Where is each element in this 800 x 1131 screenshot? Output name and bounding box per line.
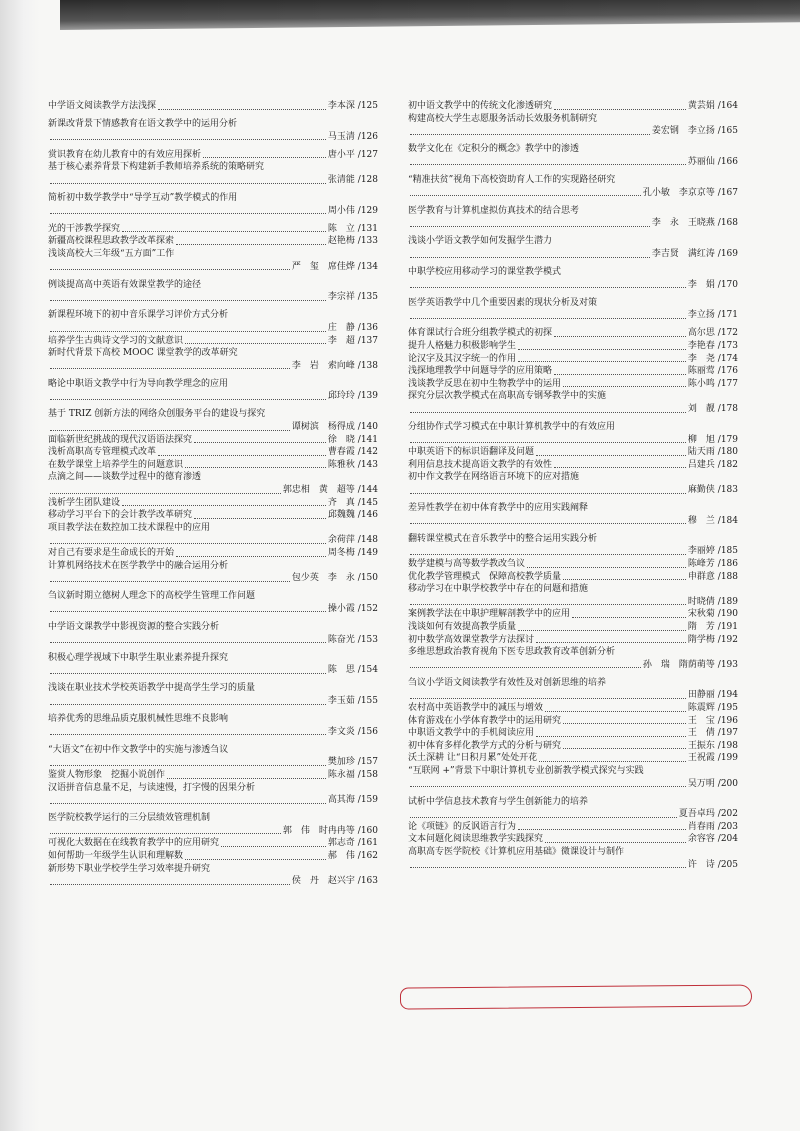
toc-title: 翻转课堂模式在音乐教学中的整合运用实践分析 — [408, 533, 598, 544]
toc-author-page: 柳 旭 /179 — [687, 434, 738, 445]
toc-title: 例谈提高高中英语有效课堂教学的途径 — [48, 279, 202, 290]
toc-author-page: 王振东 /198 — [687, 740, 738, 751]
toc-entry — [408, 143, 738, 168]
toc-author-page: 刘 靓 /178 — [687, 403, 738, 414]
toc-author-page: 陈永福 /158 — [327, 769, 378, 780]
toc-title: 汉语拼音信息量不足，与读速慢，打字慢的因果分析 — [48, 782, 256, 793]
toc-title: 分组协作式学习模式在中职计算机教学中的有效应用 — [408, 422, 616, 433]
toc-entry — [408, 174, 738, 199]
toc-author-page: 陈丽莺 /176 — [687, 366, 738, 377]
toc-author-page: 李立扬 /171 — [687, 310, 738, 321]
toc-entry — [408, 421, 738, 446]
toc-title: 浅探地理教学中问题导学的应用策略 — [408, 366, 553, 377]
toc-title: 刍议小学语文阅读教学有效性及对创新思维的培养 — [408, 677, 607, 688]
toc-author-page: 申群意 /188 — [687, 571, 738, 582]
toc-author-page: 邱魏魏 /146 — [327, 510, 378, 521]
toc-author-page: 孙 瑞 隋荫萌等 /193 — [642, 659, 738, 670]
toc-author-page: 谭树滨 杨得成 /140 — [291, 422, 378, 433]
toc-title: 中学语文阅读教学方法浅探 — [48, 101, 157, 111]
toc-author-page: 马玉清 /126 — [327, 131, 378, 142]
toc-title: 提升人格魅力积极影响学生 — [408, 341, 517, 351]
toc-author-page: 陈奋光 /153 — [327, 634, 378, 645]
toc-author-page: 许 诗 /205 — [687, 859, 738, 870]
toc-title: 多维思想政治教育视角下医专思政教育改革创新分析 — [408, 647, 616, 658]
toc-author-page: 吴万明 /200 — [687, 778, 738, 789]
toc-author-page: 郭忠相 黄 超等 /144 — [282, 485, 378, 496]
toc-author-page: 樊加珍 /157 — [327, 757, 378, 768]
toc-entry — [48, 682, 378, 707]
toc-entry — [408, 558, 738, 571]
toc-author-page: 曹春霞 /142 — [327, 447, 378, 458]
toc-author-page: 陈小鸣 /177 — [687, 378, 738, 389]
toc-entry — [48, 837, 378, 850]
toc-title: 利用信息技术提高语文教学的有效性 — [408, 459, 553, 470]
toc-author-page: 黄芸娟 /164 — [687, 101, 738, 111]
toc-author-page: 吕建兵 /182 — [687, 459, 738, 470]
toc-entry — [48, 769, 378, 782]
toc-title: 高职高专医学院校《计算机应用基础》微课设计与制作 — [408, 847, 625, 858]
toc-title: “大语文”在初中作文教学中的实施与渗透刍议 — [48, 744, 229, 755]
toc-author-page: 李 超 /137 — [327, 335, 378, 346]
scanner-shadow — [60, 0, 800, 30]
toc-entry — [408, 796, 738, 821]
toc-title: 基于 TRIZ 创新方法的网络众创服务平台的建设与探究 — [48, 409, 266, 420]
toc-title: 如何帮助一年级学生认识和理解数 — [48, 850, 184, 861]
toc-title: 构建高校大学生志愿服务活动长效服务机制研究 — [408, 113, 598, 124]
toc-title: 鉴赏人物形象 挖掘小说创作 — [48, 769, 166, 780]
toc-title: 浅谈小学语文教学如何发掘学生潜力 — [408, 236, 553, 247]
toc-title: 数学文化在《定积分的概念》教学中的渗透 — [408, 144, 580, 155]
toc-author-page: 李玉茹 /155 — [327, 695, 378, 706]
toc-title: 浅谈在职业技术学校英语教学中提高学生学习的质量 — [48, 683, 256, 694]
toc-entry — [408, 702, 738, 715]
toc-title: 对自己有要求是生命成长的开始 — [48, 548, 175, 558]
toc-author-page: 陈震辉 /195 — [687, 703, 738, 714]
toc-entry — [48, 863, 378, 888]
toc-author-page: 齐 真 /145 — [327, 497, 378, 508]
toc-title: 中职语文教学中的手机阅读应用 — [408, 728, 535, 739]
toc-author-page: 王 宝 /196 — [687, 715, 738, 726]
toc-entry — [48, 782, 378, 807]
toc-entry — [408, 677, 738, 702]
toc-entry — [48, 621, 378, 646]
red-pen-circle-mark — [400, 984, 752, 1009]
toc-entry — [48, 309, 378, 334]
toc-entry — [48, 590, 378, 615]
toc-title: “精准扶贫”视角下高校资助育人工作的实现路径研究 — [408, 174, 616, 185]
toc-title: 初中语文教学中的传统文化渗透研究 — [408, 101, 553, 111]
toc-entry — [48, 235, 378, 248]
toc-entry — [408, 765, 738, 790]
toc-author-page: 隋 芳 /191 — [687, 621, 738, 632]
toc-title: 中学语文课教学中影视资源的整合实践分析 — [48, 621, 220, 632]
toc-title: 案例教学法在中职护理解剖教学中的应用 — [408, 609, 571, 620]
toc-author-page: 邱玲玲 /139 — [327, 391, 378, 402]
toc-title: 略论中职语文教学中行为导向教学理念的应用 — [48, 378, 229, 389]
toc-entry — [48, 279, 378, 304]
toc-title: 医学院校教学运行的三分层绩效管理机制 — [48, 813, 211, 824]
toc-author-page: 张清能 /128 — [327, 174, 378, 185]
toc-title: 浅析高职高专管理模式改革 — [48, 447, 157, 458]
toc-entry — [48, 118, 378, 143]
toc-entry — [48, 192, 378, 217]
toc-entry — [48, 446, 378, 459]
toc-entry — [48, 347, 378, 372]
toc-title: 初中数学高效课堂教学方法探讨 — [408, 634, 535, 645]
toc-title: 培养学生古典诗文学习的文献意识 — [48, 335, 184, 346]
toc-author-page: 宋秋菊 /190 — [687, 609, 738, 620]
toc-author-page: 孔小敏 李京京等 /167 — [642, 187, 738, 198]
toc-title: 新时代背景下高校 MOOC 课堂教学的改革研究 — [48, 348, 238, 359]
toc-author-page: 李宗祥 /135 — [327, 292, 378, 303]
toc-author-page: 李 永 王晓燕 /168 — [651, 218, 738, 229]
toc-entry — [408, 390, 738, 415]
toc-title: 中职学校应用移动学习的课堂教学模式 — [408, 267, 562, 278]
toc-title: 数学建模与高等数学教改刍议 — [408, 559, 526, 569]
toc-author-page: 李 岩 索向峰 /138 — [291, 360, 378, 371]
toc-author-page: 陆天雨 /180 — [687, 447, 738, 458]
toc-entry — [48, 812, 378, 837]
toc-entry — [48, 560, 378, 585]
toc-title: “互联网 +”背景下中职计算机专业创新教学模式探究与实践 — [408, 766, 644, 776]
toc-author-page: 庄 静 /136 — [327, 322, 378, 333]
toc-author-page: 田静丽 /194 — [687, 690, 738, 701]
toc-author-page: 夏吾卓玛 /202 — [678, 809, 738, 820]
toc-entry — [408, 740, 738, 753]
toc-title: 医学教育与计算机虚拟仿真技术的结合思考 — [408, 205, 580, 216]
toc-author-page: 隋学梅 /192 — [687, 634, 738, 645]
toc-column-right — [408, 100, 738, 877]
toc-title: 初中体育多样化教学方式的分析与研究 — [408, 740, 562, 751]
toc-entry — [408, 340, 738, 353]
toc-entry — [408, 100, 738, 113]
toc-entry — [48, 744, 378, 769]
toc-title: 简析初中数学教学中“导学互动”教学模式的作用 — [48, 193, 238, 204]
toc-author-page: 苏丽仙 /166 — [687, 156, 738, 167]
toc-entry — [408, 297, 738, 322]
toc-entry — [48, 850, 378, 863]
toc-entry — [48, 161, 378, 186]
toc-title: 初中作文教学在网络语言环境下的应对措施 — [408, 472, 580, 483]
toc-author-page: 李丽婷 /185 — [687, 546, 738, 557]
toc-entry — [48, 652, 378, 677]
toc-title: 浅谈如何有效提高教学质量 — [408, 621, 517, 632]
toc-entry — [408, 846, 738, 871]
toc-title: 可视化大数据在在线教育教学中的应用研究 — [48, 838, 220, 849]
toc-entry — [48, 335, 378, 348]
toc-author-page: 李艳春 /173 — [687, 341, 738, 351]
toc-title: 刍议新时期立德树人理念下的高校学生管理工作问题 — [48, 591, 256, 602]
toc-entry — [408, 446, 738, 459]
toc-title: 差异性教学在初中体育教学中的应用实践阐释 — [408, 503, 589, 514]
toc-author-page: 余容容 /204 — [687, 834, 738, 845]
toc-entry — [408, 502, 738, 527]
toc-title: 培养优秀的思维品质克服机械性思维不良影响 — [48, 714, 229, 725]
toc-author-page: 郭 伟 时冉冉等 /160 — [282, 825, 378, 836]
toc-title: 光的干涉教学探究 — [48, 223, 121, 234]
toc-entry — [48, 471, 378, 496]
toc-title: 浅谈教学反思在初中生物教学中的运用 — [408, 378, 562, 389]
toc-entry — [48, 378, 378, 403]
toc-title: 基于核心素养背景下构建新手教师培养系统的策略研究 — [48, 162, 265, 173]
toc-author-page: 周冬梅 /149 — [327, 548, 378, 558]
toc-title: 点滴之间——谈数学过程中的德育渗透 — [48, 472, 202, 483]
toc-entry — [408, 646, 738, 671]
toc-title: 积极心理学视域下中职学生职业素养提升探究 — [48, 652, 229, 663]
toc-title: 移动学习在中职学校教学中存在的问题和措施 — [408, 584, 589, 595]
toc-author-page: 李本深 /125 — [327, 101, 378, 111]
toc-title: 论汉字及其汉字统一的作用 — [408, 353, 517, 364]
toc-author-page: 郭志奇 /161 — [327, 838, 378, 849]
toc-entry — [48, 522, 378, 547]
toc-author-page: 陈 立 /131 — [327, 223, 378, 234]
toc-title: 新疆高校课程思政教学改革探索 — [48, 236, 175, 247]
toc-author-page: 赵艳梅 /133 — [327, 236, 378, 247]
toc-title: 论《项链》的反讽语言行为 — [408, 821, 517, 832]
toc-author-page: 陈 思 /154 — [327, 665, 378, 676]
toc-author-page: 高尔思 /172 — [687, 328, 738, 339]
toc-entry — [408, 353, 738, 366]
toc-title: 浅谈高校大三年级“五方面”工作 — [48, 248, 175, 259]
toc-title: 探究分层次教学模式在高职高专钢琴教学中的实施 — [408, 391, 607, 402]
toc-entry — [48, 223, 378, 236]
toc-entry — [408, 571, 738, 584]
toc-author-page: 穆 兰 /184 — [687, 515, 738, 526]
toc-entry — [408, 205, 738, 230]
toc-author-page: 操小霞 /152 — [327, 603, 378, 614]
toc-title: 体育游戏在小学体育教学中的运用研究 — [408, 715, 562, 726]
toc-entry — [408, 621, 738, 634]
toc-entry — [408, 113, 738, 138]
toc-entry-highlighted — [408, 833, 738, 846]
toc-column-left — [48, 100, 378, 893]
toc-author-page: 肖春雨 /203 — [687, 821, 738, 832]
toc-entry — [48, 713, 378, 738]
toc-author-page: 徐 晓 /141 — [327, 434, 378, 445]
toc-entry — [48, 434, 378, 447]
toc-entry — [48, 497, 378, 510]
toc-title: 农村高中英语教学中的减压与增效 — [408, 703, 544, 714]
toc-author-page: 王 倩 /197 — [687, 728, 738, 739]
toc-title: 中职英语下的标识语翻译及问题 — [408, 447, 535, 458]
toc-entry — [408, 235, 738, 260]
toc-entry — [408, 821, 738, 834]
toc-title: 沃土深耕 让“日积月累”处处开花 — [408, 753, 538, 764]
toc-entry — [408, 459, 738, 472]
toc-title: 浅析学生团队建设 — [48, 497, 121, 508]
toc-entry — [48, 459, 378, 472]
toc-entry — [408, 533, 738, 558]
toc-author-page: 李吉贤 满红涛 /169 — [651, 248, 738, 259]
toc-title: 赏识教育在幼儿教育中的有效应用探析 — [48, 149, 202, 160]
toc-title: 移动学习平台下的会计教学改革研究 — [48, 510, 193, 521]
toc-author-page: 唐小平 /127 — [327, 149, 378, 160]
toc-entry — [408, 378, 738, 391]
toc-entry — [408, 583, 738, 608]
toc-title: 试析中学信息技术教育与学生创新能力的培养 — [408, 796, 589, 807]
toc-title: 新课程环境下的初中音乐课学习评价方式分析 — [48, 310, 229, 321]
toc-entry — [48, 408, 378, 433]
page-edge — [0, 0, 40, 1131]
toc-author-page: 严 玺 席佳烨 /134 — [291, 261, 378, 272]
toc-entry — [48, 100, 378, 113]
toc-title: 在数学课堂上培养学生的问题意识 — [48, 459, 184, 470]
toc-author-page: 李 娟 /170 — [687, 279, 738, 290]
toc-entry — [408, 727, 738, 740]
toc-entry — [408, 266, 738, 291]
toc-author-page: 陈雅秋 /143 — [327, 459, 378, 470]
toc-entry — [408, 327, 738, 340]
toc-entry — [408, 752, 738, 765]
toc-title: 文本问题化阅读思维教学实践探究 — [408, 834, 544, 845]
toc-title: 面临新世纪挑战的现代汉语语法探究 — [48, 434, 193, 445]
toc-entry — [408, 634, 738, 647]
toc-entry — [408, 365, 738, 378]
toc-author-page: 麻勤侠 /183 — [687, 485, 738, 496]
toc-author-page: 王祝霞 /199 — [687, 753, 738, 764]
toc-author-page: 包少英 李 永 /150 — [291, 573, 378, 584]
toc-title: 新形势下职业学校学生学习效率提升研究 — [48, 863, 211, 874]
toc-entry — [48, 547, 378, 560]
toc-author-page: 高其海 /159 — [327, 795, 378, 806]
toc-title: 优化教学管理模式 保障高校教学质量 — [408, 571, 562, 582]
toc-title: 体育课试行合班分组教学模式的初探 — [408, 328, 553, 339]
toc-title: 计算机网络技术在医学教学中的融合运用分析 — [48, 560, 229, 571]
toc-author-page: 李 尧 /174 — [687, 353, 738, 364]
toc-title: 项目教学法在数控加工技术课程中的应用 — [48, 522, 211, 533]
toc-author-page: 郝 伟 /162 — [327, 850, 378, 861]
toc-entry — [408, 608, 738, 621]
toc-author-page: 李文炎 /156 — [327, 726, 378, 737]
toc-entry — [48, 248, 378, 273]
toc-entry — [408, 471, 738, 496]
toc-author-page: 陈峰芳 /186 — [687, 559, 738, 569]
toc-title: 新课改背景下情感教育在语文教学中的运用分析 — [48, 119, 238, 130]
toc-title: 医学英语教学中几个重要因素的现状分析及对策 — [408, 297, 598, 308]
toc-author-page: 侯 丹 赵兴宇 /163 — [291, 876, 378, 887]
toc-author-page: 余荷萍 /148 — [327, 535, 378, 546]
toc-entry — [408, 715, 738, 728]
toc-author-page: 时晓倩 /189 — [687, 596, 738, 607]
toc-author-page: 周小伟 /129 — [327, 205, 378, 216]
toc-entry — [48, 509, 378, 522]
toc-author-page: 姜宏钢 李立扬 /165 — [651, 126, 738, 137]
toc-entry — [48, 149, 378, 162]
